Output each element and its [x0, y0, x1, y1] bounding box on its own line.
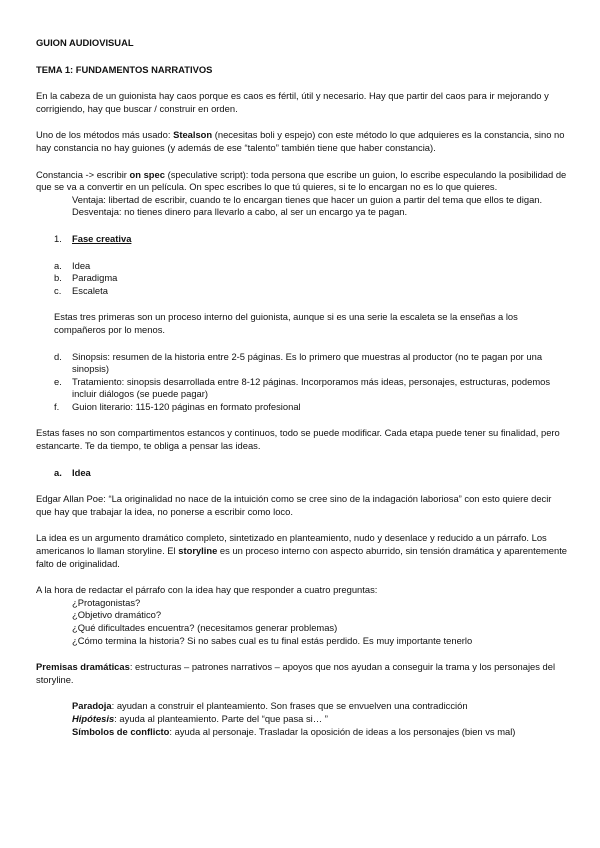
phases-note-paragraph: Estas fases no son compartimentos estancos y continuos, todo se puede modificar. Cada etapa puede tener su finalidad, pero estancarte. Te da tiempo, te obliga a pensar las ideas. [36, 427, 560, 452]
list-item: d. Sinopsis: resumen de la historia entre 2-5 páginas. Es lo primero que muestras al productor (no te pagan por una sinopsis) [54, 350, 543, 375]
ventaja-paragraph: Ventaja: libertad de escribir, cuando te lo encargan tienes que hacer un guion a partir del tema que ellos te digan. [72, 193, 543, 205]
premise-item: Hipótesis: ayuda al planteamiento. Parte del “que pasa si… ” [72, 712, 328, 724]
document-page [36, 37, 568, 738]
premise-list [36, 700, 568, 738]
poe-quote-paragraph: Edgar Allan Poe: “La originalidad no nace de la intuición como se cree sino de la indagación laboriosa” con esto quiere decir que hay que trabajar la idea, no ponerse a escribir como loco. [36, 493, 552, 517]
question-item: ¿Objetivo dramático? [72, 609, 162, 621]
intro-paragraph: En la cabeza de un guionista hay caos porque es caos es fértil, útil y necesario. Hay que partir del caos para ir mejorando y corrigiendo, hay que buscar / construir en orden. [36, 90, 549, 114]
question-item: ¿Protagonistas? [72, 596, 141, 608]
idea-heading: a. Idea [54, 466, 91, 478]
three-first-paragraph: Estas tres primeras son un proceso interno del guionista, aunque si es una serie la escaleta se la enseñas a los compañeros por lo menos. [54, 311, 518, 335]
constancia-paragraph: Constancia -> escribir on spec (speculative script): toda persona que escribe un guion, lo escribe especulando la posibilidad de que se va a convertir en un película. On spec escribes lo que tú quieres, si te lo encargan no es lo que quieres. [36, 168, 567, 193]
premise-item: Paradoja: ayudan a construir el planteamiento. Son frases que se envuelven una contradicción [72, 700, 468, 712]
questions-list [36, 597, 568, 647]
list-item: a. Idea [54, 259, 91, 271]
list-item: e. Tratamiento: sinopsis desarrollada entre 8-12 páginas. Incorporamos más ideas, personajes, estructuras, podemos incluir diálogos (se puede pagar) [54, 375, 551, 400]
list-item: b. Paradigma [54, 272, 118, 284]
phase-heading [36, 233, 568, 246]
idea-definition-paragraph: La idea es un argumento dramático completo, sintetizado en planteamiento, nudo y desenlace y reducido a un párrafo. Los americanos lo llaman storyline. El storyline es un proceso interno con aspecto aburrido, sin tensión dramática y aparentemente falto de originalidad. [36, 532, 568, 569]
section-title: TEMA 1: FUNDAMENTOS NARRATIVOS [36, 63, 213, 75]
phase-number: 1. [54, 232, 62, 244]
questions-intro: A la hora de redactar el párrafo con la idea hay que responder a cuatro preguntas: [36, 584, 378, 596]
list-item: c. Escaleta [54, 284, 108, 296]
methods-paragraph: Uno de los métodos más usado: Stealson (necesitas boli y espejo) con este método lo que adquieres es la constancia, sino no hay constancia no hay guiones (y además de ese “talento” también tiene que haber constancia). [36, 129, 565, 153]
phase-label: Fase creativa [72, 232, 132, 244]
doc-title: GUION AUDIOVISUAL [36, 37, 134, 48]
premisas-paragraph: Premisas dramáticas: estructuras – patrones narrativos – apoyos que nos ayudan a conseguir la trama y los personajes del storyline. [36, 661, 556, 685]
question-item: ¿Cómo termina la historia? Si no sabes cual es tu final estás perdido. Es muy importante tenerlo [72, 634, 473, 646]
list-item: f. Guion literario: 115-120 páginas en formato profesional [54, 400, 301, 412]
phase-list-def [36, 351, 568, 414]
phase-list-abc [36, 260, 568, 298]
premise-item: Símbolos de conflicto: ayuda al personaje. Trasladar la oposición de ideas a los personajes (bien vs mal) [72, 725, 516, 737]
question-item: ¿Qué dificultades encuentra? (necesitamos generar problemas) [72, 622, 338, 633]
desventaja-paragraph: Desventaja: no tienes dinero para llevarlo a cabo, al ser un encargo ya te pagan. [72, 206, 408, 218]
